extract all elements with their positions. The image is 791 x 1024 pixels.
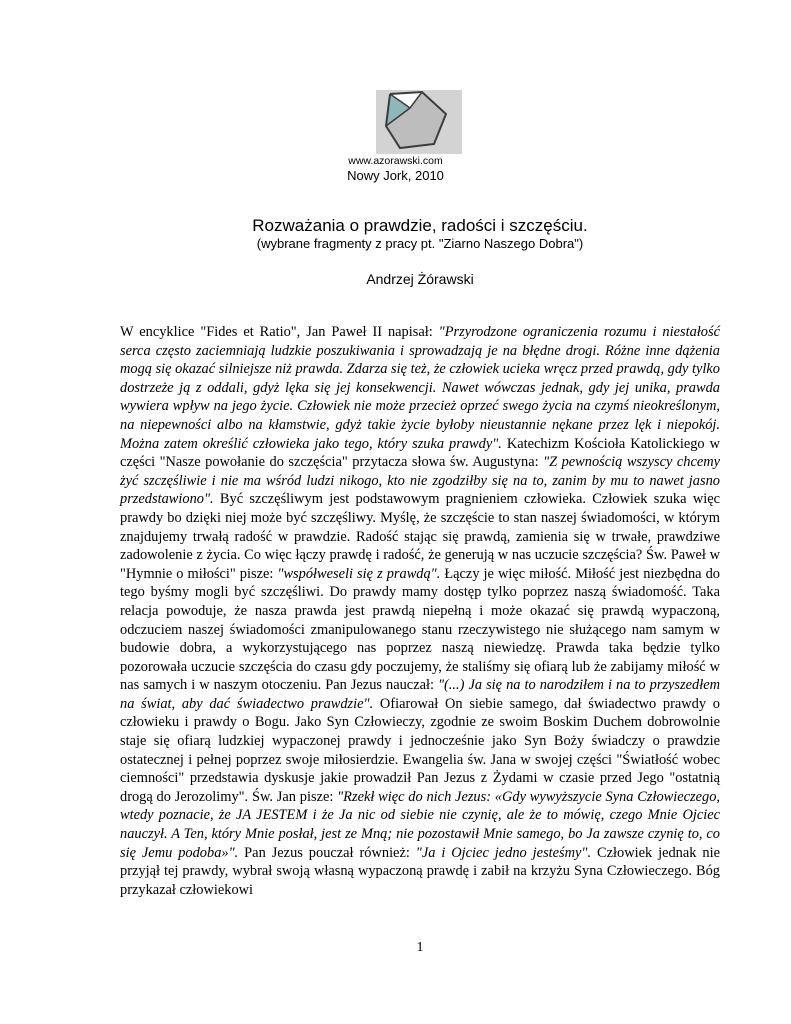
document-title: Rozważania o prawdzie, radości i szczęściu. — [252, 216, 588, 235]
website-url[interactable]: www.azorawski.com — [348, 155, 443, 167]
text-run: Być szczęśliwym jest podstawowym pragnieniem człowieka. Człowiek szuka więc prawdy bo dzięki niej może być szczęśliwy. Myślę, że szczęście to stan naszej świadomości, w którym znajdujemy trwałą radość w prawdzie. Radość stając się prawdą, zamienia się w trwałe, prawdziwe zadowolenie z życia. Co więc łączy prawdę i radość, że generują w nas uczucie szczęścia? Św. Paweł w "Hymnie o miłości" pisze: — [120, 491, 720, 582]
quote-hymn: "współweseli się z prawdą". — [277, 565, 441, 582]
text-run: Ofiarował On siebie samego, dał świadectwo prawdy o człowieku i prawdy o Bogu. Jako Syn Człowieczy, zgodnie ze swoim Boskim Duchem dobrowolnie staje się ofiarą ludzkiej wypaczonej prawdy i jednocześnie jako Syn Boży świadczy o prawdzie ostatecznej i pełnej poprzez swoje miłosierdzie. Ewangelia św. Jana w swojej części "Światłość wobec ciemności" przedstawia dyskusje jakie prowadził Pan Jezus z Żydami w czasie przed Jego "ostatnią drogą do Jerozolimy". Św. Jan pisze: — [120, 695, 720, 805]
quote-one: "Ja i Ojciec jedno jesteśmy". — [415, 844, 592, 861]
page-number: 1 — [416, 940, 424, 955]
document-subtitle: (wybrane fragmenty z pracy pt. "Ziarno Naszego Dobra") — [256, 236, 584, 251]
author-name: Andrzej Żórawski — [366, 271, 474, 287]
quote-encyclical: "Przyrodzone ograniczenia rozumu i niestałość serca często zaciemniają ludzkie poszukiwania i sprowadzają je na błędne drogi. Różne inne dążenia mogą się okazać silniejsze niż prawda. Zdarza się też, że człowiek ucieka wręcz przed prawdą, gdy tylko dostrzeże ją z oddali, gdyż lęka się jej konsekwencji. Nawet wówczas jednak, gdy jej unika, prawda wywiera wpływ na jego życie. Człowiek nie może przecież oprzeć swego życia na czymś nieokreślonym, na niepewności albo na kłamstwie, gdyż takie życie byłoby nieustannie nękane przez lęk i niepokój. Można zatem określić człowieka jako tego, który szuka prawdy". — [120, 324, 720, 452]
city-year: Nowy Jork, 2010 — [347, 168, 444, 183]
text-run: Człowiek jednak nie przyjął tej prawdy, wybrał swoją własną wypaczoną prawdę i zabił na krzyżu Syna Człowieczego. Bóg przykazał człowiekowi — [120, 844, 720, 898]
text-run: W encyklice "Fides et Ratio", Jan Paweł II napisał: — [120, 324, 439, 340]
text-run: Łączy je więc miłość. Miłość jest niezbędna do tego byśmy mogli być szczęśliwi. Do prawdy mamy dostęp tylko poprzez naszą świadomość. Taka relacja powoduje, że nasza prawda jest prawdą niepełną i może okazać się prawdą wypaczoną, odczuciem naszej świadomości zmanipulowanego stanu rzeczywistego nie służącego nam samym w budowie dobra, a wykorzystującego nas poprzez naszą niewiedzę. Prawda taka będzie tylko pozorowała uczucie szczęścia do czasu gdy poczujemy, że staliśmy się ofiarą lub że zabijamy miłość w nas samych i w naszym otoczeniu. Pan Jezus nauczał: — [120, 565, 720, 694]
quote-john: "Rzekł więc do nich Jezus: «Gdy wywyższycie Syna Człowieczego, wtedy poznacie, że JA JESTEM i że Ja nic od siebie nie czynię, ale że to mówię, czego Mnie Ojciec nauczył. A Ten, który Mnie posłał, jest ze Mną; nie pozostawił Mnie samego, bo Ja zawsze czynię to, co się Jemu podoba»". — [120, 788, 720, 861]
text-run: Katechizm Kościoła Katolickiego w części "Nasze powołanie do szczęścia" przytacza słowa św. Augustyna: — [120, 435, 720, 471]
polyhedron-logo-icon — [376, 90, 462, 154]
quote-jesus: "(...) Ja się na to narodziłem i na to przyszedłem na świat, aby dać świadectwo prawdzie". — [120, 677, 720, 712]
body-paragraph — [120, 323, 720, 899]
text-run: Pan Jezus pouczał również: — [238, 844, 416, 861]
quote-augustine: "Z pewnością wszyscy chcemy żyć szczęśliwie i nie ma wśród ludzi nikogo, kto nie zgodziłby się na to, zanim by mu to nawet jasno przedstawiono". — [120, 454, 720, 508]
